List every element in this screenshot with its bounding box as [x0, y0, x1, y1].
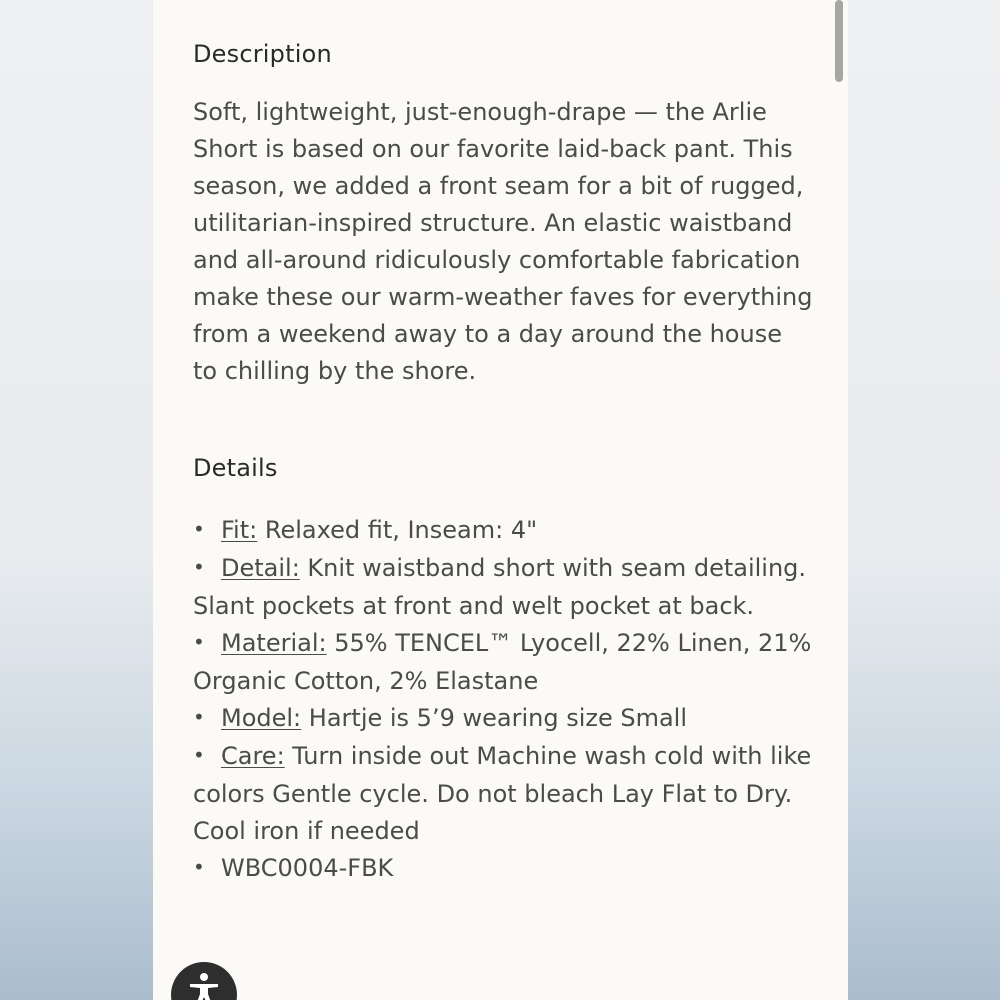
- detail-text: Turn inside out Machine wash cold with like colors Gentle cycle. Do not bleach Lay Flat to Dry. Cool iron if needed: [193, 742, 812, 845]
- background-left: [0, 0, 153, 1000]
- detail-label-care: Care:: [221, 742, 285, 770]
- detail-label-detail: Detail:: [221, 554, 300, 582]
- list-item: [193, 625, 813, 700]
- accessibility-icon: [184, 970, 224, 1000]
- bullet-icon: •: [193, 855, 205, 879]
- description-text: Soft, lightweight, just-enough-drape — the Arlie Short is based on our favorite laid-back pant. This season, we added a front seam for a bit of rugged, utilitarian-inspired structure. An elastic waistband and all-around ridiculously comfortable fabrication make these our warm-weather faves for everything from a weekend away to a day around the house to chilling by the shore.: [193, 98, 813, 385]
- detail-text: Relaxed fit, Inseam: 4": [257, 516, 538, 544]
- bullet-icon: •: [193, 517, 205, 541]
- sku-text: WBC0004-FBK: [221, 854, 394, 882]
- list-item: [193, 700, 813, 738]
- list-item: [193, 738, 813, 850]
- list-item: [193, 550, 813, 625]
- detail-text: 55% TENCEL™ Lyocell, 22% Linen, 21% Organic Cotton, 2% Elastane: [193, 629, 812, 695]
- bullet-icon: •: [193, 743, 205, 767]
- details-heading: Details: [193, 454, 278, 482]
- detail-label-material: Material:: [221, 629, 327, 657]
- detail-label-model: Model:: [221, 704, 302, 732]
- detail-text: Hartje is 5’9 wearing size Small: [301, 704, 688, 732]
- scrollbar-thumb[interactable]: [835, 0, 843, 82]
- product-content: [193, 40, 813, 888]
- details-list: [193, 512, 813, 888]
- list-item: [193, 850, 813, 888]
- list-item: [193, 512, 813, 550]
- bullet-icon: •: [193, 705, 205, 729]
- detail-label-fit: Fit:: [221, 516, 258, 544]
- detail-text: Knit waistband short with seam detailing. Slant pockets at front and welt pocket at back.: [193, 554, 807, 620]
- product-info-panel: [153, 0, 848, 1000]
- description-heading: Description: [193, 40, 332, 68]
- bullet-icon: •: [193, 555, 205, 579]
- background-right: [848, 0, 1000, 1000]
- bullet-icon: •: [193, 630, 205, 654]
